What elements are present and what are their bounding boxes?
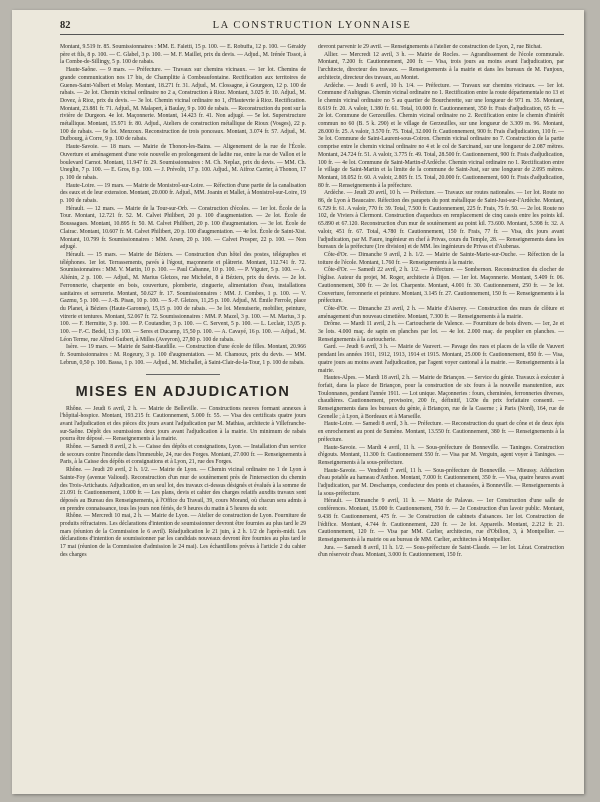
left-column: [60, 44, 306, 786]
paragraph: Hérault. — 15 mars. — Mairie de Béziers. — Construction d'un hôtel des postes, télégraphes et téléphones. 1er lot. Terrassements, pavés à l'égout, maçonnerie et plâtrerie. Montant, 112.741 fr. 72. Soumissionnaires : MM. V. Martin, 10 p. 100. — Paul Cabanne, 10 p. 100. — P. Viguier, 5 p. 100. — A. Aliénin, 2 p. 100. — Adjud., M. Marius Gleizes, rue Michelet, 8 à Béziers, prix du devis. — 2e lot. Ferronnerie, charpente en bois, couverture, plomberie, zinguerie, alimentation d'eau, installations sanitaires et serrurerie. Montant, 50.627 fr. 17. Soumissionnaires : MM. J. Combes, 1 p. 100. — V. Gazmu, 5 p. 100. — J.-B. Pisan, 10 p. 100. — S.-F. Gleizes, 11,25 p. 100. Adjud., M. Émile Ferrole, place du Planet, à Béziers (Haute-Garonne), 15,15 p. 100 de rabais. — 3e lot. Menuiserie, mobilier, peinture, vitrerie et tentures. Montant, 52.067 fr. 72. Soumissionnaires : MM. P. Mazel, 3 p. 100. — M. Marius, 3 p. 100. — F. Hermitte, 3 p. 100. — P. Coutandier, 3 p. 100. — C. Servent, 5 p. 100. — L. Leclair, 13,05 p. 100. — F.-C. Bedel, 13 p. 100. — Seres et Ducamp, 15,50 p. 100. — A. Cavayé, 16 p. 100. — Adjud., M. Léon Terme, rue Alfred Guibert, à Milles (Aveyron), 27,80 p. 100 de rabais.: [60, 251, 306, 343]
paragraph: Hérault. — 12 mars. — Mairie de la Tour-sur-Orb. — Construction d'écoles. — 1er lot. École de la Tour. Montant, 12.721 fr. 52. M. Calvet Philibert, 20 p. 100 d'augmentation. — 2e lot. École de Boussagues. Montant, 10.895 fr. 50. M. Calvet Philibert, 20 p. 100 d'augmentation. — 3e lot. École de Clairac. Montant, 10.607 fr. M. Calvet Philibert, 20 p. 100 d'augmentation. — 4e lot. École de Saint-Xist. Montant, 10.799 fr. Soumissionnaires : MM. Arsen, 20 p. 100. — Calvet Prosper, 22 p. 100. — Non adjugé.: [60, 205, 306, 251]
paragraph: Jura. — Samedi 8 avril, 11 h. 1/2. — Sous-préfecture de Saint-Claude. — 1er lot. Lézat. Construction d'un réservoir d'eau. Montant, 3.000 fr. Cautionnement, 150 fr.: [318, 544, 564, 559]
paragraph: Hautes-Alpes. — Mardi 18 avril, 2 h. — Mairie de Briançon. — Service du génie. Travaux à exécuter à forfait, dans la place de Briançon, pour la construction de six fours à la nouvelle manutention, aux Toulonnanes, pendant l'année 1911. — Lot unique. Maçonneries : fours, cheminées, ferronneries diverses, chaudières. Cautionnement, provisoire, 200 fr., définitif, 1/20e du prix forfaitaire consenti. — Renseignements dans les bureaux du génie, à Briançon, rue de la Caserne ; à Paris (Nord), 164, rue de Grenelle ; à Lyon, à Bordeaux et à Marseille.: [318, 375, 564, 420]
journal-title: LA CONSTRUCTION LYONNAISE: [212, 19, 412, 31]
page-number: 82: [60, 19, 71, 31]
page-header: [60, 16, 564, 35]
paragraph: Hérault. — Dimanche 9 avril, 11 h. — Mairie de Palavas. — 1er Construction d'une salle de conférences. Montant, 15.000 fr. Cautionnement, 750 fr. — 2e Construction d'un lavoir public. Montant, 9.438 fr. Cautionnement, 475 fr. — 3e Construction de cabinets d'aisances. 1er lot. Construction de l'édifice. Montant, 4.744 fr. Cautionnement, 220 fr. — 2e lot. Appareils. Montant, 2.212 fr. 21. Cautionnement, 120 fr. — Visa par MM. Carlier, architectes, rue d'Obilion, 3, à Montpellier. — Renseignements à la mairie ou au bureau de MM. Carlier, architectes à Montpellier.: [318, 498, 564, 543]
paragraph: Haute-Savoie. — Vendredi 7 avril, 11 h. — Sous-préfecture de Bonneville. — Mieussy. Adduction d'eau potable au hameau d'Anthon. Montant, 7.000 fr. Cautionnement, 350 fr. — Visa, quatre heures avant l'adjudication, par M. Deschamps, conducteur des ponts et chaussées, à Bonneville. — Renseignements à la sous-préfecture.: [318, 467, 564, 497]
paragraph: devront parvenir le 29 avril. — Renseignements à l'atelier de construction de Lyon, 2, rue Bichat.: [318, 44, 542, 50]
paragraph: Montant, 9.519 fr. 85. Soumissionnaires : MM. E. Faletti, 15 p. 100. — E. Robuffa, 12 p. 100. — Géraldy père et fils, 8 p. 100. — C. Glabel, 3 p. 100. — M. F. Maillet, prix du devis. — Adjud., M. Irénée Tissot, à la Combe-de-Sillingy, 5 p. 100 de rabais.: [60, 44, 306, 66]
paragraph: Haute-Saône. — 9 mars. — Préfecture. — Travaux sur chemins vicinaux. — 1er lot. Chemins de grande communication nos 17 bis, de Champlitte à Combeaufontaine. Rectification aux territoires de Guenes-Saint-Valbert et Molay. Montant, 18.271 fr. 31. Adjud., M. Clossagne, à Gourgeon, 12 p. 100 de rabais. — 2e lot. Chemin vicinal ordinaire no 2 a, Construction à Rioz. Montant, 3.025 fr. 10. Adjud., M. Dovez, à Rioz, prix du devis. — 3e lot. Chemin vicinal ordinaire no 1, d'Hautevrie à Rioz. Rectification. Montant, 23.881 fr. 71. Adjud., M. Malapert, à Baulay, 9 p. 100 de rabais. — Reconstruction du pont sur la rivière de Durgeon. 4e lot. Maçonnerie. Montant, 14.423 fr. 41. Non adjugé. — 5e lot. Superstructure métallique. Montant, 15.971 fr. 80. Adjud., Ateliers de construction métallique de Rioux (Vosges), 22 p. 100 de rabais. — 6e lot. Menzoux. Reconstruction de trois ponceaux. Montant, 3.074 fr. 57. Adjud., M. Dufbourg, à Corre, 9 p. 100 de rabais.: [60, 67, 306, 143]
paragraph: Rhône. — Samedi 8 avril, 2 h. — Caisse des dépôts et consignations, Lyon. — Installation d'un service de secours contre l'incendie dans l'immeuble, 24, rue des Forges. Montant, 27.000 fr. — Renseignements à Paris, à la Caisse des dépôts et consignations et à Lyon, 21, rue des Forges.: [60, 444, 306, 466]
paragraph: Haute-Savoie. — Mardi 4 avril, 11 h. — Sous-préfecture de Bonneville. — Taninges. Construction d'égouts. Montant, 11.300 fr. Cautionnement 550 fr. — Visa par M. Verguin, agent voyer à Taninges. — Renseignements à la sous-préfecture.: [318, 444, 564, 466]
section-title: MISES EN ADJUDICATION: [75, 383, 291, 400]
paragraph: Haute-Savoie. — 18 mars. — Mairie de Thonon-les-Bains. — Aligenement de la rue de l'École. Ouverture et aménagement d'une voie nouvelle en prolongement de ladite rue, entre la rue de Vallon et le boulevard Carnot. Montant, 11.947 fr. 29. Soumissionnaires : M. Ch. Neplaz, prix du devis. — MM. Ch. Uneglin, 7 p. 100. — E. Gros, 8 p. 100. — J. Prévolit, 17 p. 100. Adjud., M. Aifroz Carrier, à Thonon, 17 p. 100 de rabais.: [60, 144, 306, 181]
paragraph: Drôme. — Mardi 11 avril, 2 h. — Cartoucherie de Valence. — Fourniture de bois divers. — 1er, 2e et 3e lots. 4.000 maç. de sapin en planches par lot. — 4e lot. 2.000 maç. de peuplier en planches. — Renseignements à la cartoucherie.: [318, 321, 564, 343]
paragraph: Côte-d'Or. — Dimanche 23 avril, 2 h. — Mairie d'Aiserey. — Construction des murs de clôture et aménagement d'un nouveau cimetière. Montant, 7.300 fr. — Renseignements à la mairie.: [318, 305, 564, 320]
paragraph: Rhône. — Jeudi 6 avril, 2 h. — Mairie de Belleville. — Constructions neuves formant annexes à l'hôpital-hospice. Montant, 193.215 fr. Cautionnement, 5.000 fr. 55. — Visa des certificats quatre jours avant l'adjudication et des pièces dix jours avant l'adjudication par M. Mathias, architecte à Villefranche-sur-Saône. Dépôt des soumissions deux jours avant l'adjudication à la mairie. Un minimum de rabais pourra être déposé. — Renseignements à la mairie.: [60, 405, 306, 443]
journal-page: [12, 10, 584, 794]
paragraph: Ardèche. — Jeudi 20 avril, 10 h. — Préfecture. — Travaux sur routes nationales. — 1er lot. Route no 86, de Lyon à Beaucaire. Réfection des parapets du pont métallique de Saint-Just-sur-l'Ardèche. Montant, 6.729 fr. 61. A valoir, 770 fr. 39. Total, 7.500 fr. Cautionnement, 225 fr. Frais, 75 fr. 50. — 2e lot. Route no 102, de Viviers à Clermont. Construction d'aqueducs en remplacement de cinq cassis entre les points kil. 65.890 et 67.120. Reconstruction d'un mur de soutènement au point kil. 73.600. Montant, 5.398 fr. 32. A valoir, 451 fr. 67. Total, 4.780 fr. Cautionnement, 150 fr. Frais, 77 fr. — Visa, dix jours avant l'adjudication, par M. Faure, ingénieur en chef à Privas, cours du Temple, 28. — Renseignements dans les bureaux de la préfecture (1re division) et de MM. les ingénieurs de Privas et d'Aubenas.: [318, 190, 564, 251]
right-column: [318, 44, 564, 786]
paragraph: Isère. — 19 mars. — Mairie de Saint-Baudille. — Construction d'une école de filles. Montant, 20.966 fr. Soumissionnaires : M. Rogeury, 3 p. 100 d'augmentation. — M. Chamoux, prix du devis. — MM. Lebrun, 0,50 p. 100. Bassa, 1 p. 100. — Adjud., M. Michallet, à Saint-Clair-de-la-Tour, 1 p. 100 de rabais.: [60, 344, 306, 366]
paragraph: Haute-Loire. — Samedi 8 avril, 3 h. — Préfecture. — Reconstruction du quart de cône et de deux épis en enrochement au pont de Sumène. Montant, 13.550 fr. Cautionnement, 380 fr. — Renseignements à la préfecture.: [318, 421, 564, 443]
paragraph: Rhône. — Mercredi 10 mai, 2 h. — Mairie de Lyon. — Atelier de construction de Lyon. Fourniture de produits réfractaires. Les déclarations d'intention de soumissionner devront être fournies au plus tard le 29 mars (réunion de la Commission le 6 avril). Réadjudication le 21 juin, à 2 h. 1/2 de l'après-midi. Les déclarations d'intention de soumissionner par les candidats nouveaux devront être fournies au plus tard le 17 mai (réunion de la Commission d'admission le 24 mai). Les échantillons prévus à l'article 2 du cahier des charges: [60, 513, 306, 558]
paragraph: Gard. — Jeudi 6 avril, 3 h. — Mairie de Vauvert. — Pavage des rues et places de la ville de Vauvert pendant les années 1911, 1912, 1913, 1914 et 1915. Montant, 25.000 fr. Cautionnement, 850 fr. — Visa, quatre jours au moins avant l'adjudication, par l'agent voyer cantonal à la mairie. — Renseignements à la mairie.: [318, 344, 564, 374]
paragraph: Ardèche. — Jeudi 6 avril, 10 h. 1/4. — Préfecture. — Travaux sur chemins vicinaux. — 1er lot. Commune d'Aubignas. Chemin vicinal ordinaire no 1. Rectification entre la route départementale no 13 et le chemin vicinal ordinaire no 5 au quartier de Bourcherette, sur une longueur de 971 m. 35. Montant, 8.619 fr. 20. A valoir, 1.380 fr. 61. Total, 10.000 fr. Cautionnement, 350 fr. Frais d'adjudication, 65 fr. — 2e lot. Commune de Gerzeuilles. Chemin vicinal ordinaire no 2. Rectification entre le chemin d'intérêt commun no 60 (B. 5 k. 290) et le village de Gerzeuilles, sur une longueur de 3.309 m. 96. Montant, 28.000 fr. 25. A valoir, 3.570 fr. 75. Total, 32.000 fr. Cautionnement, 900 fr. Frais d'adjudication, 110 fr. — 3e lot. Commune de Saint-Laurent-sous-Coiron. Chemin vicinal ordinaire no 7. Construction de la partie comprise entre le chemin vicinal ordinaire no 4 et le col de Sarcinand, sur une longueur de 2.087 mètres. Montant, 24.724 fr. 51. A valoir, 3.775 fr. 49. Total, 28.500 fr. Cautionnement, 900 fr. Frais d'adjudication, 100 fr. — 4e lot. Commune de Saint-Martin-d'Ardèche. Chemin vicinal ordinaire no 1. Rectification entre le village de Saint-Martin et la limite de la commune de Saint-Just, sur une longueur de 2.095 mètres. Montant, 18.052 fr. 60. A valoir, 2.805 fr. 15. Total, 20.000 fr. Cautionnement, 600 fr. Frais d'adjudication, 80 fr. — Renseignements à la préfecture.: [318, 82, 564, 189]
paragraph: Côte-d'Or. — Dimanche 9 avril, 2 h. 1/2. — Mairie de Sainte-Marie-sur-Ouche. — Réfection de la toiture de l'école. Montant, 1.760 fr. — Renseignements à la mairie.: [318, 251, 564, 266]
paragraph: Rhône. — Jeudi 20 avril, 2 h. 1/2. — Mairie de Lyon. — Chemin vicinal ordinaire no 1 de Lyon à Sainte-Foy (avenue Valioud). Reconstruction d'un mur de soutènement près de l'intersection du chemin des Trois-Artichauts. Adjudication, en un seul lot, des travaux ci-dessus désignés et évalués à la somme de 21.091 fr. Cautionnement, 1.000 fr. — Les plans, devis et cahier des charges relatifs auxdits travaux sont déposés au Bureau des Renseignements, à l'Office du Travail, 39, cours Morand, où chacun sera admis à en prendre connaissance, tous les jours non fériés, de 9 heures du matin à 5 heures du soir.: [60, 467, 306, 512]
section-divider: [146, 374, 220, 375]
paragraph: Côte-d'Or. — Samedi 22 avril, 2 h. 1/2. — Préfecture. — Sombernon. Reconstruction du clocher de l'église. Auteur du projet, M. Roger, architecte à Dijon. — 1er lot. Maçonnerie. Montant, 5.409 fr. 06. Cautionnement, 300 fr. — 2e lot. Charpente. Montant, 4.001 fr. 30. Cautionnement, 250 fr. — 3e lot. Couverture, ferronnerie et peinture. Montant, 3.145 fr. 27. Cautionnement, 150 fr. — Renseignements à la préfecture.: [318, 267, 564, 305]
text-columns: [60, 44, 564, 786]
paragraph: Haute-Loire. — 19 mars. — Mairie de Monistrol-sur-Loire. — Réfection d'une partie de la canalisation des eaux et de leur extension. Montant, 20.000 fr. Adjud., MM. Joanin et Mallet, à Monistrol-sur-Loire, 19 p. 100 de rabais.: [60, 182, 306, 205]
paragraph: Allier. — Mercredi 12 avril, 3 h. — Mairie de Rocles. — Agrandissement de l'école communale. Montant, 7.200 fr. Cautionnement, 200 fr. — Visa, trois jours au moins avant l'adjudication, par l'architecte, directeur des travaux. — Renseignements à la mairie et dans les bureaux de M. Fanjoux, architecte, directeur des travaux, au Montet.: [318, 51, 564, 81]
